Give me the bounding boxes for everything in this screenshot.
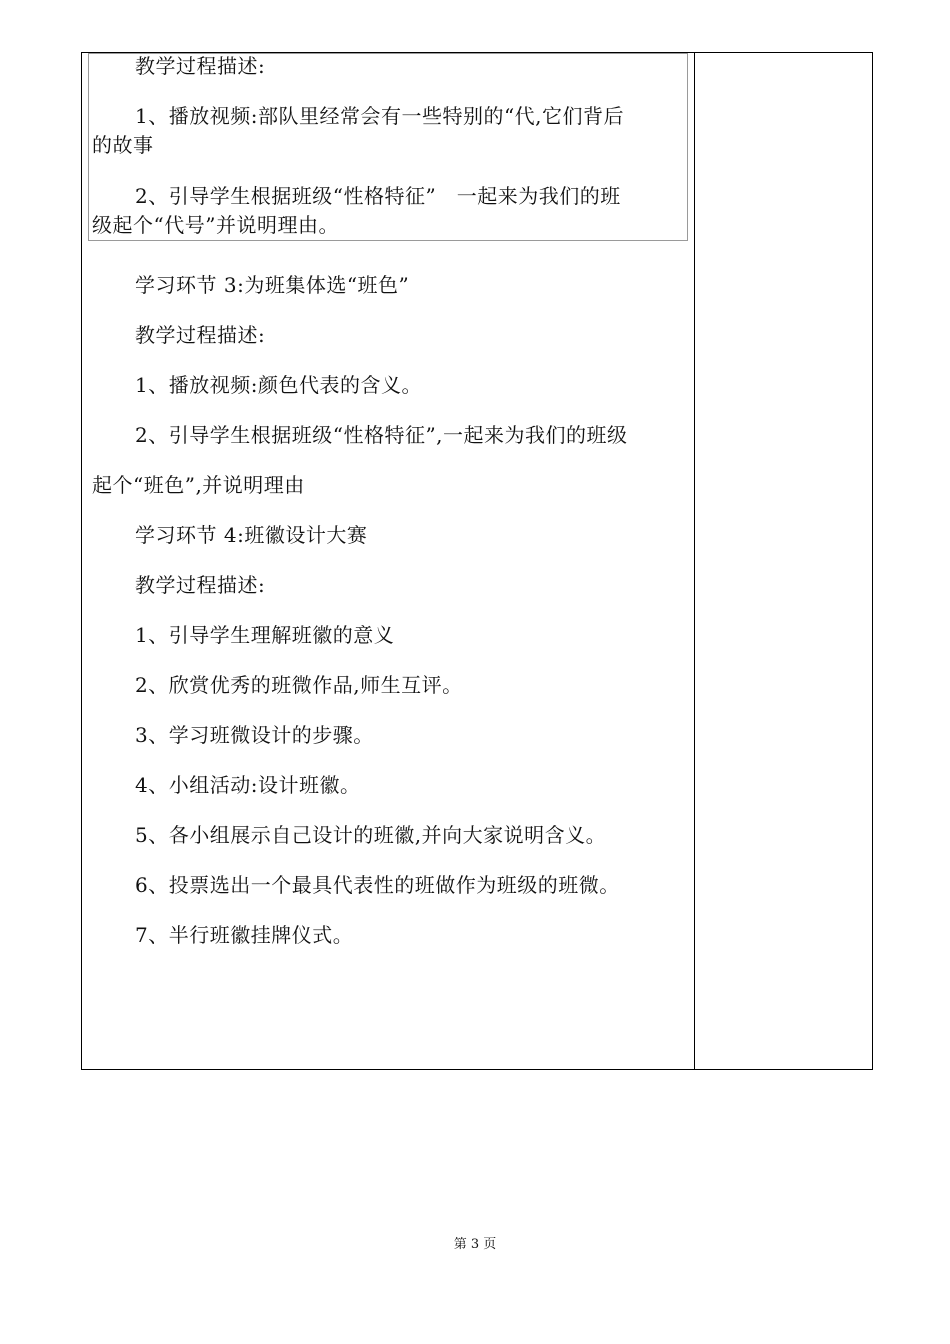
section2-item1-line1: 1、播放视频:部队里经常会有一些特别的“代,它们背后 <box>135 104 625 128</box>
section3-title: 学习环节 3:为班集体选“班色” <box>135 273 410 297</box>
page-number: 第 3 页 <box>453 1237 497 1252</box>
section3-heading: 教学过程描述: <box>135 323 266 347</box>
section4-title: 学习环节 4:班徽设计大赛 <box>135 523 368 547</box>
column-divider <box>694 53 695 1069</box>
section2-item1-line2: 的故事 <box>92 133 154 157</box>
section3-item2-line2: 起个“班色”,并说明理由 <box>92 473 305 497</box>
section4-item: 2、欣赏优秀的班微作品,师生互评。 <box>135 673 463 697</box>
section4-item: 6、投票选出一个最具代表性的班做作为班级的班微。 <box>135 873 620 897</box>
section4-item: 7、半行班徽挂牌仪式。 <box>135 923 354 947</box>
section4-item: 3、学习班微设计的步骤。 <box>135 723 374 747</box>
section4-item: 5、各小组展示自己设计的班徽,并向大家说明含义。 <box>135 823 607 847</box>
section4-item: 4、小组活动:设计班徽。 <box>135 773 361 797</box>
section4-heading: 教学过程描述: <box>135 573 266 597</box>
section2-item2-line2: 级起个“代号”并说明理由。 <box>92 213 339 237</box>
section3-item1: 1、播放视频:颜色代表的含义。 <box>135 373 422 397</box>
section2-heading: 教学过程描述: <box>135 54 266 78</box>
section3-item2-line1: 2、引导学生根据班级“性格特征”,一起来为我们的班级 <box>135 423 628 447</box>
section4-item: 1、引导学生理解班徽的意义 <box>135 623 395 647</box>
section2-item2-line1: 2、引导学生根据班级“性格特征” 一起来为我们的班 <box>135 184 621 208</box>
